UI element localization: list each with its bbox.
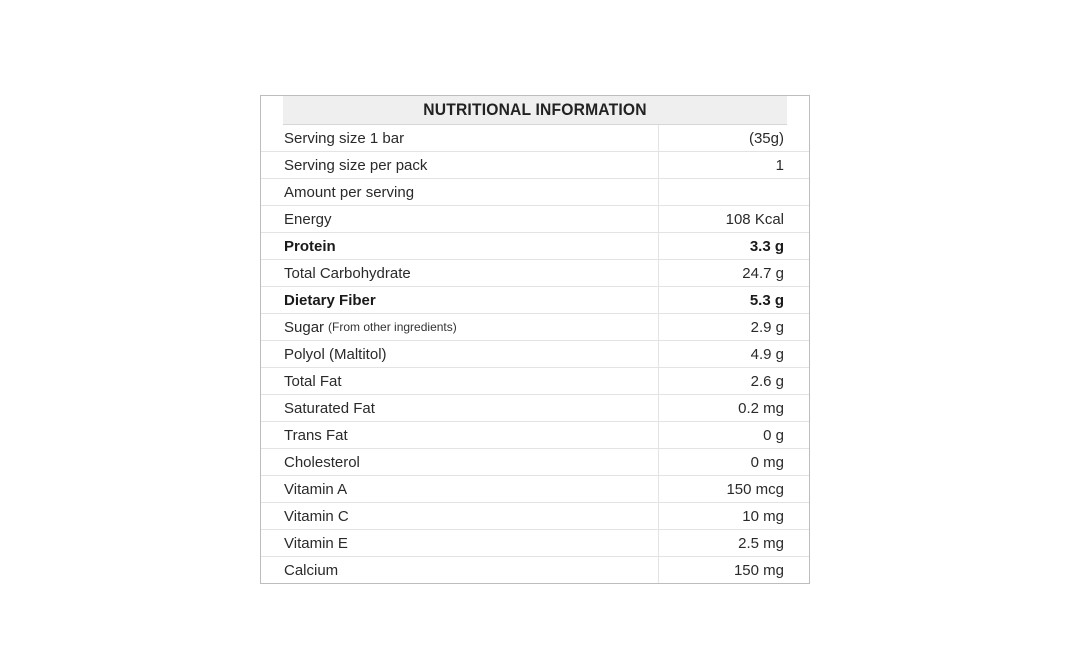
row-label: Sugar (From other ingredients) (261, 314, 659, 340)
row-label: Saturated Fat (261, 395, 659, 421)
row-value: 2.5 mg (738, 534, 784, 552)
row-value: 4.9 g (750, 345, 784, 363)
row-value: 0 mg (750, 453, 784, 471)
row-label: Amount per serving (261, 179, 659, 205)
table-row (261, 125, 809, 152)
table-row (261, 287, 809, 314)
row-label: Vitamin E (261, 530, 659, 556)
row-label: Serving size per pack (261, 152, 659, 178)
table-row (261, 422, 809, 449)
row-label: Cholesterol (261, 449, 659, 475)
table-row (261, 314, 809, 341)
row-label: Calcium (261, 557, 659, 583)
row-value: 2.9 g (750, 318, 784, 336)
row-value: (35g) (748, 129, 784, 147)
row-value: 150 mg (733, 561, 784, 579)
row-label: Total Carbohydrate (261, 260, 659, 286)
table-row (261, 152, 809, 179)
table-row (261, 557, 809, 583)
row-label: Trans Fat (261, 422, 659, 448)
row-label: Vitamin C (261, 503, 659, 529)
table-row (261, 503, 809, 530)
row-label: Energy (261, 206, 659, 232)
row-value: 108 Kcal (725, 210, 784, 228)
row-label: Serving size 1 bar (261, 125, 659, 151)
row-label: Total Fat (261, 368, 659, 394)
table-row (261, 368, 809, 395)
row-value: 3.3 g (749, 237, 784, 255)
row-value: 5.3 g (749, 291, 784, 309)
table-row (261, 260, 809, 287)
row-note: (From other ingredients) (328, 320, 457, 334)
table-row (261, 341, 809, 368)
row-value: 150 mcg (726, 480, 784, 498)
table-row (261, 179, 809, 206)
row-label: Vitamin A (261, 476, 659, 502)
table-title: NUTRITIONAL INFORMATION (283, 96, 787, 125)
table-row (261, 476, 809, 503)
row-value (659, 179, 809, 205)
table-row (261, 395, 809, 422)
row-label: Protein (261, 233, 659, 259)
nutrition-table (260, 95, 810, 584)
table-row (261, 449, 809, 476)
table-row (261, 530, 809, 557)
row-value: 0 g (763, 426, 784, 444)
row-value: 0.2 mg (738, 399, 784, 417)
row-value: 1 (775, 156, 784, 174)
row-label: Polyol (Maltitol) (261, 341, 659, 367)
row-value: 24.7 g (742, 264, 784, 282)
table-row (261, 206, 809, 233)
row-value: 2.6 g (750, 372, 784, 390)
table-row (261, 233, 809, 260)
row-value: 10 mg (742, 507, 784, 525)
row-label: Dietary Fiber (261, 287, 659, 313)
table-body (261, 125, 809, 583)
